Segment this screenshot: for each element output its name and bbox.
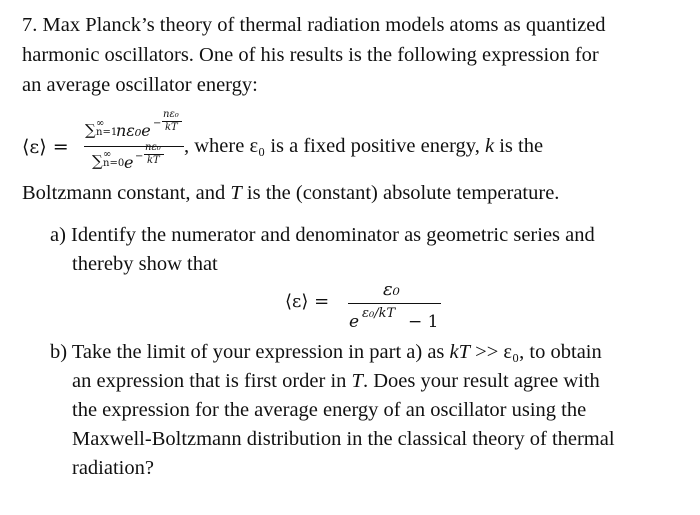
formula1-where-text <box>184 134 543 158</box>
formula1-lhs: ⟨ε⟩ = <box>22 136 69 158</box>
part-b-line-1 <box>50 340 602 364</box>
formula1-num-term: nε₀e <box>116 121 151 140</box>
part-a-line-1: a) Identify the numerator and denominator as geometric series and <box>50 224 595 246</box>
k-symbol: k <box>484 135 495 157</box>
is-the-text: is the <box>494 135 544 157</box>
part-b-text-2b: . Does your result agree with <box>362 370 600 392</box>
intro-line-3: an average oscillator energy: <box>22 74 258 96</box>
formula1-den-term: e <box>124 153 134 172</box>
part-a-line-2: thereby show that <box>72 253 218 275</box>
formula2-den-tail: − 1 <box>408 312 439 332</box>
formula1-num-exp-top: nε₀ <box>163 109 179 120</box>
formula2-den-e: e <box>349 312 360 332</box>
part-b-text-2a: an expression that is first order in <box>72 370 352 392</box>
part-b-text-1b: >> ε₀, to obtain <box>470 341 602 363</box>
formula1-den-sum-limits: ∞ n=0 <box>103 149 125 169</box>
where-clause: , where ε₀ is a fixed positive energy, <box>184 135 485 157</box>
part-b-text-1a: b) Take the limit of your expression in part a) as <box>50 341 450 363</box>
formula1-num-sum: ∑ <box>85 121 96 139</box>
boltzmann-text-b: is the (constant) absolute temperature. <box>241 182 560 204</box>
part-b-line-4: Maxwell-Boltzmann distribution in the classical theory of thermal <box>72 428 615 450</box>
formula1-den-sum: ∑ <box>92 152 103 170</box>
part-b-line-2 <box>72 369 600 393</box>
T-symbol: T <box>230 182 242 204</box>
formula1-den-exp-bottom: kT <box>147 155 160 166</box>
intro-line-1: 7. Max Planck’s theory of thermal radiation models atoms as quantized <box>22 14 606 36</box>
formula1-fraction-bar <box>84 146 184 147</box>
formula2-fraction-bar <box>348 303 441 304</box>
kT-symbol: kT <box>449 341 471 363</box>
T-symbol-b: T <box>351 370 363 392</box>
formula1-num-exp-bottom: kT <box>165 122 178 133</box>
boltzmann-text-a: Boltzmann constant, and <box>22 182 231 204</box>
formula1-num-sum-limits: ∞ n=1 <box>96 118 118 138</box>
intro-line-2: harmonic oscillators. One of his results is the following expression for <box>22 44 599 66</box>
formula2-numerator: ε₀ <box>383 279 400 300</box>
formula2-den-exp: ε₀/kT <box>362 306 396 321</box>
formula2-lhs: ⟨ε⟩ = <box>285 291 330 312</box>
formula1-den-minus: − <box>135 151 144 162</box>
part-b-line-5: radiation? <box>72 457 154 479</box>
formula1-num-minus: − <box>153 118 162 129</box>
boltzmann-line <box>22 181 559 205</box>
part-b-line-3: the expression for the average energy of an oscillator using the <box>72 399 587 421</box>
formula1-den-exp-top: nε₀ <box>145 142 161 153</box>
